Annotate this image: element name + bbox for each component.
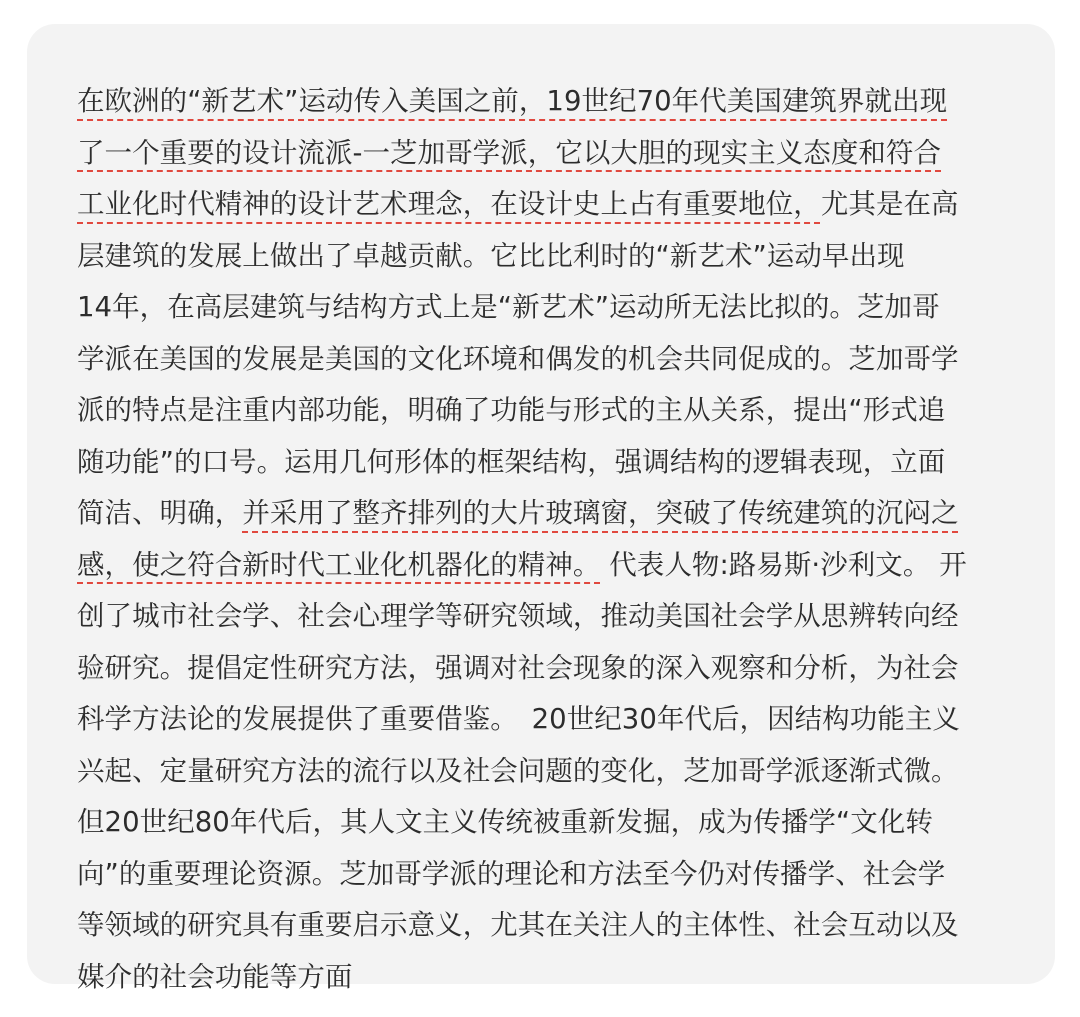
text-line <box>77 748 1057 800</box>
text-segment: 创了城市社会学、社会心理学等研究领域，推动美国社会学从思辨转向经 <box>77 600 959 632</box>
underlined-segment: 在欧洲的“新艺术”运动传入美国之前，19世纪70年代美国建筑界就出现 <box>77 85 948 117</box>
text-line <box>77 439 1057 491</box>
text-segment: 尤其是在高 <box>820 188 959 220</box>
text-line <box>77 233 1057 285</box>
text-segment: 兴起、定量研究方法的流行以及社会问题的变化，芝加哥学派逐渐式微。 <box>77 754 959 787</box>
text-segment: 简洁、明确， <box>77 497 243 529</box>
text-line <box>77 181 1057 233</box>
text-segment: 14年，在高层建筑与结构方式上是“新艺术”运动所无法比拟的。芝加哥 <box>77 291 940 323</box>
text-segment: 科学方法论的发展提供了重要借鉴。 20世纪30年代后，因结构功能主义 <box>77 703 960 735</box>
text-segment: 派的特点是注重内部功能，明确了功能与形式的主从关系，提出“形式追 <box>77 394 946 426</box>
text-segment: 媒介的社会功能等方面 <box>77 960 353 993</box>
underlined-segment: 感，使之符合新时代工业化机器化的精神。 <box>77 548 601 581</box>
text-line <box>77 284 1057 336</box>
text-line <box>77 645 1057 697</box>
article-body <box>77 78 1057 1005</box>
text-line <box>77 902 1057 954</box>
text-segment: 代表人物:路易斯·沙利文。 开 <box>600 548 967 581</box>
text-segment: 随功能”的口号。运用几何形体的框架结构，强调结构的逻辑表现，立面 <box>77 445 946 478</box>
text-card <box>27 24 1055 993</box>
text-line <box>77 696 1057 748</box>
text-line <box>77 490 1057 542</box>
text-line <box>77 954 1057 1006</box>
text-line <box>77 593 1057 645</box>
text-line <box>77 799 1057 851</box>
text-segment: 但20世纪80年代后，其人文主义传统被重新发掘，成为传播学“文化转 <box>77 806 933 838</box>
text-segment: 验研究。提倡定性研究方法，强调对社会现象的深入观察和分析，为社会 <box>77 651 959 684</box>
text-segment: 层建筑的发展上做出了卓越贡献。它比比利时的“新艺术”运动早出现 <box>77 239 905 272</box>
underlined-segment: 并采用了整齐排列的大片玻璃窗，突破了传统建筑的沉闷之 <box>242 497 959 529</box>
text-line <box>77 851 1057 903</box>
text-line <box>77 387 1057 439</box>
text-segment: 等领域的研究具有重要启示意义，尤其在关注人的主体性、社会互动以及 <box>77 909 959 941</box>
text-segment: 向”的重要理论资源。芝加哥学派的理论和方法至今仍对传播学、社会学 <box>77 857 946 890</box>
text-line <box>77 336 1057 388</box>
underlined-segment: 了一个重要的设计流派-一芝加哥学派，它以大胆的现实主义态度和符合 <box>77 136 942 169</box>
text-segment: 学派在美国的发展是美国的文化环境和偶发的机会共同促成的。芝加哥学 <box>77 342 959 375</box>
text-line <box>77 542 1057 594</box>
text-line <box>77 78 1057 130</box>
text-line <box>77 130 1057 182</box>
underlined-segment: 工业化时代精神的设计艺术理念，在设计史上占有重要地位， <box>77 188 821 220</box>
